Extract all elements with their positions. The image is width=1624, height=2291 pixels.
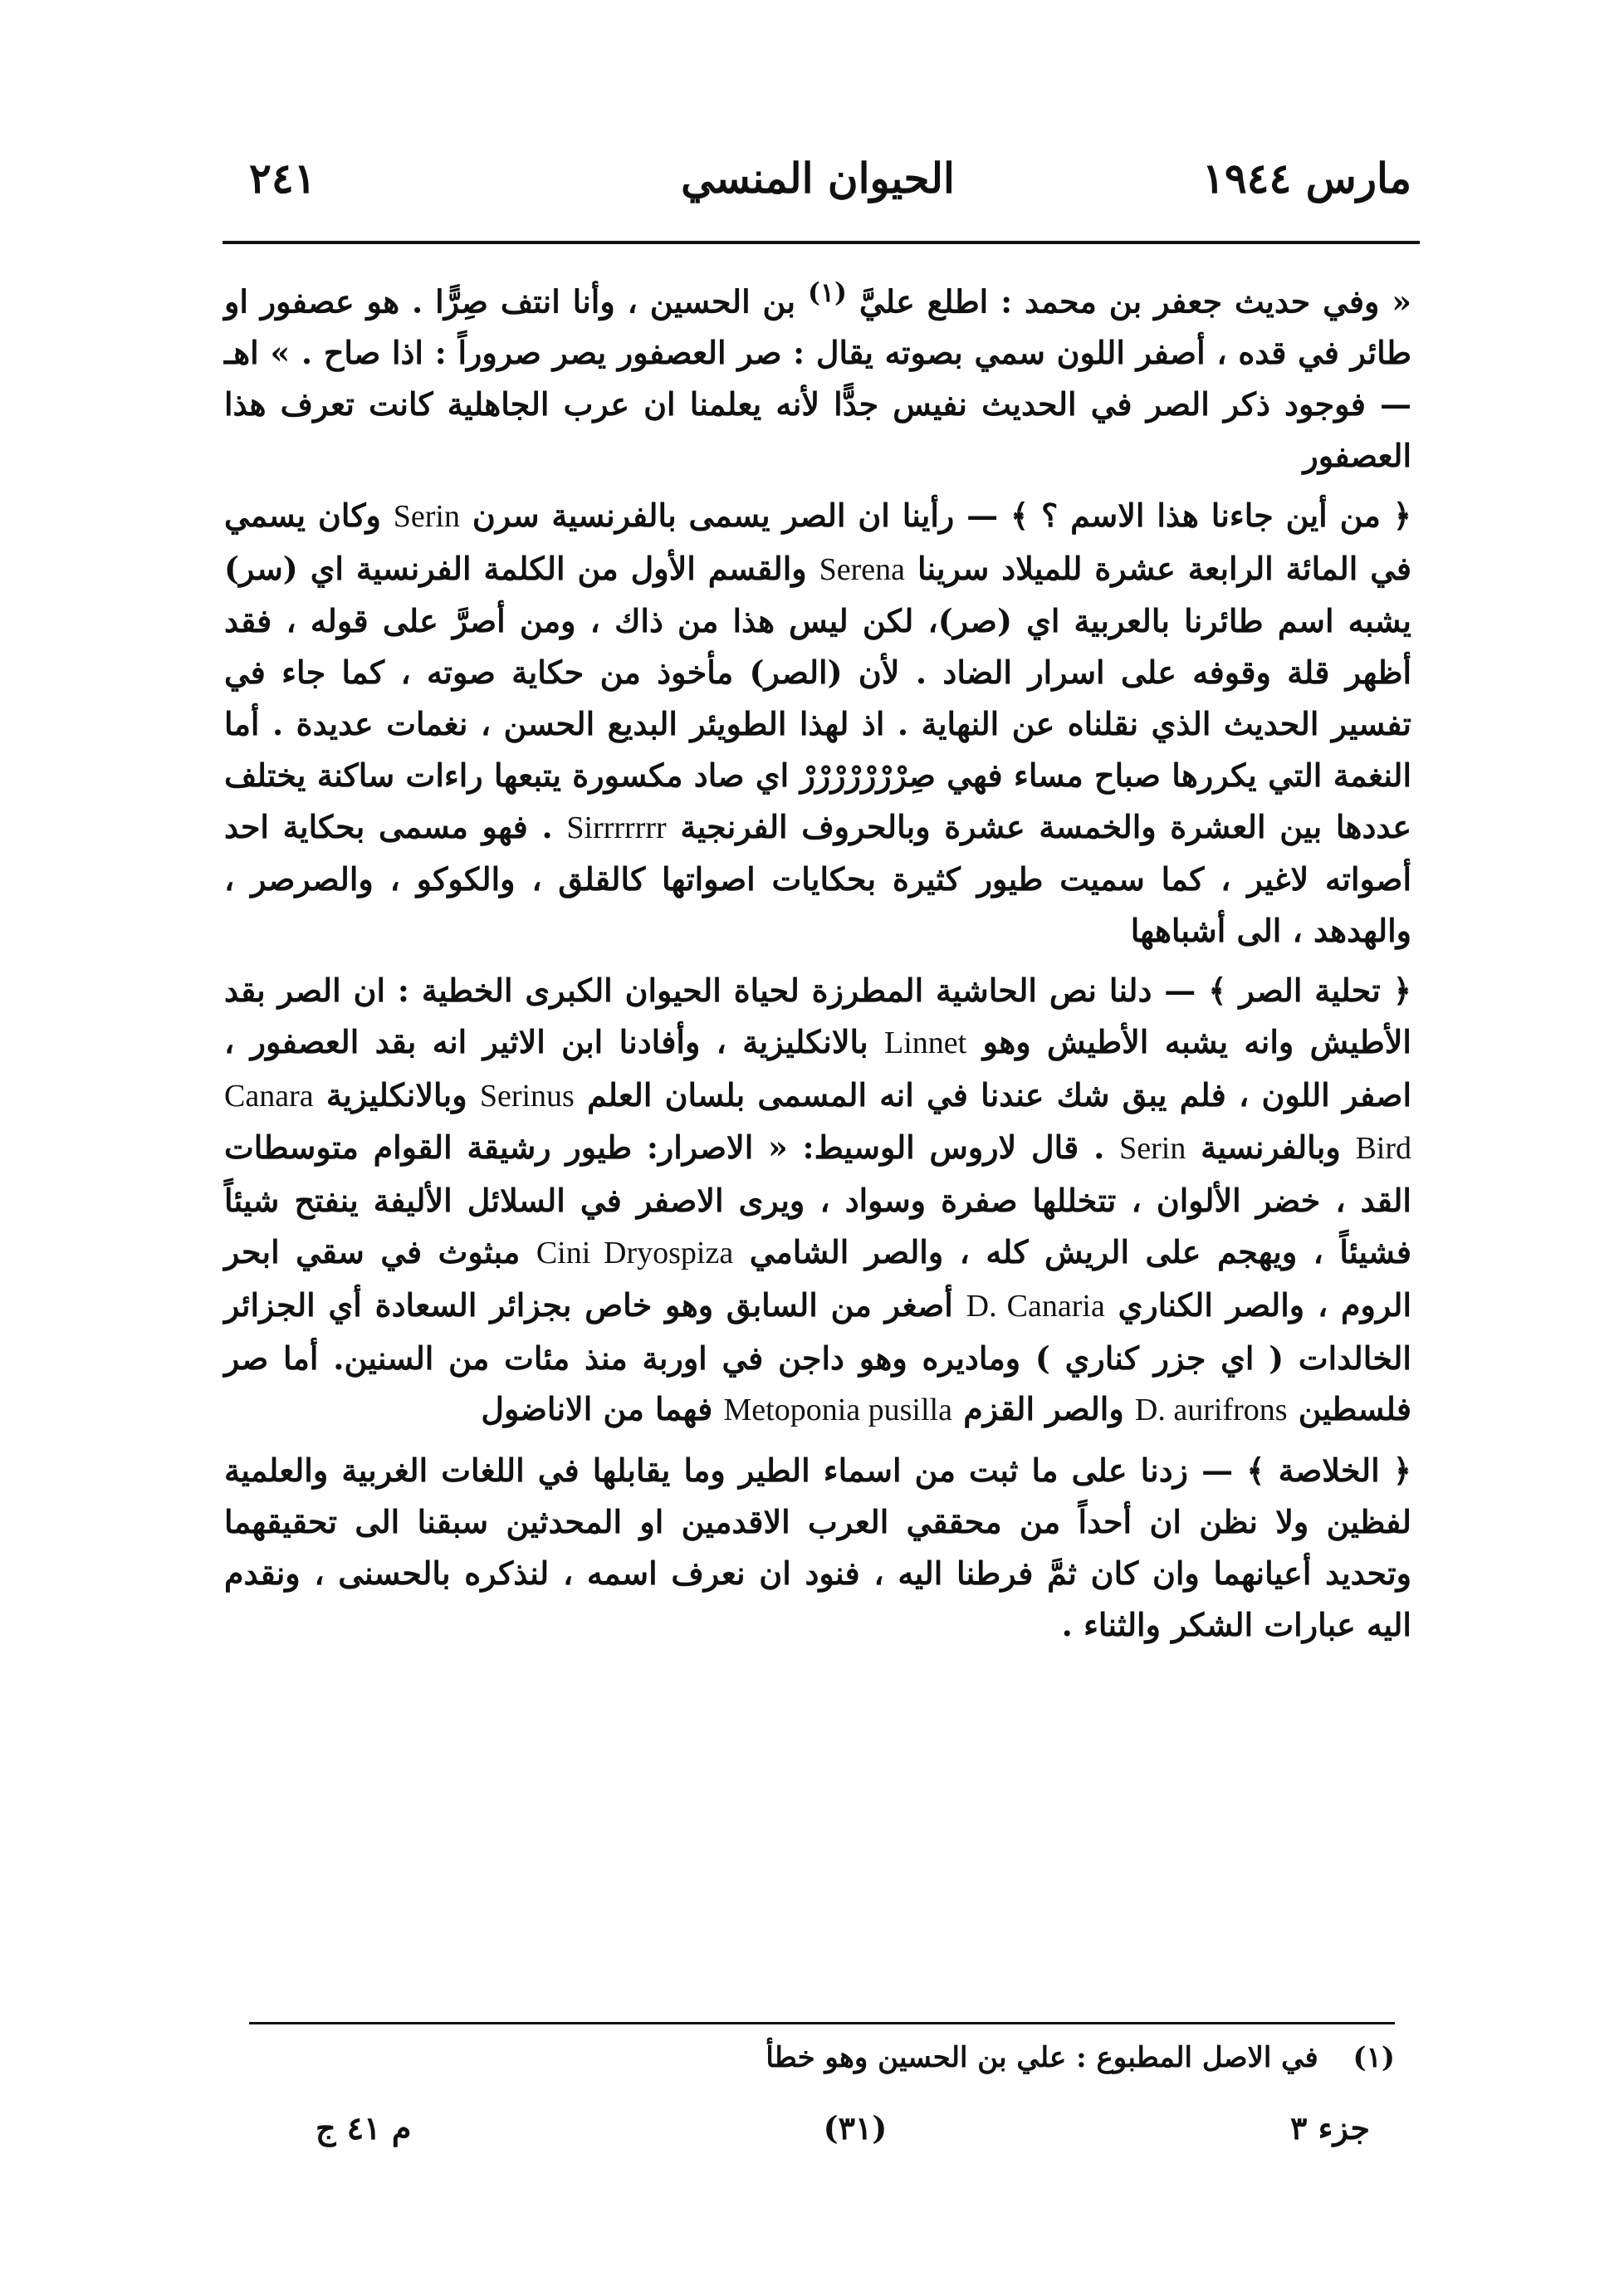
- signature-part: جزء ٣: [1290, 2109, 1370, 2147]
- latin-term: Cini Dryospiza: [536, 1236, 734, 1270]
- paragraph-conclusion: ﴿ الخلاصة ﴾ — زدنا على ما ثبت من اسماء الطير وما يقابلها في اللغات الغربية والعلمية لفظين ولا نظن ان أحداً من محققي العرب الاقدمين او المحدثين سبقنا الى تحقيقهما وتحديد أعيانهما وان كان ثمَّ فرطنا اليه ، فنود ان نعرف اسمه ، لنذكره بالحسنى ، ونقدم اليه عبارات الشكر والثناء .: [224, 1451, 1412, 1643]
- footnote-rule: [249, 2022, 1395, 2024]
- latin-term: Serinus: [479, 1078, 575, 1114]
- paragraph-description: ﴿ تحلية الصر ﴾ — دلنا نص الحاشية المطرزة لحياة الحيوان الكبرى الخطية : ان الصر بقد الأطيش وانه يشبه الأطيش وهو Linnet بالانكليزية ، وأفادنا ابن الاثير انه بقد العصفور ، اصفر اللون ، فلم يبق شك عندنا في انه المسمى بلسان العلم Serinus وبالانكليزية Canara Bird وبالفرنسية Serin . قال لاروس الوسيط: « الاصرار: طيور رشيقة القوام متوسطات القد ، خضر الألوان ، تتخللها صفرة وسواد ، ويرى الاصفر في السلائل الأليفة ينفتح شيئاً فشيئاً ، ويهجم على الريش كله ، والصر الشامي Cini Dryospiza مبثوث في سقي ابحر الروم ، والصر الكناري D. Canaria أصغر من السابق وهو خاص بجزائر السعادة أي الجزائر الخالدات ( اي جزر كناري ) وماديره وهو داجن في اوربة منذ مئات من السنين. أما صر فلسطين D. aurifrons والصر القزم Metoponia pusilla فهما من الاناضول: [224, 972, 1412, 1428]
- header-date: مارس ١٩٤٤: [1201, 154, 1411, 203]
- signature-sheet: (٣١): [823, 2109, 888, 2147]
- latin-term: Serin: [1119, 1131, 1186, 1167]
- latin-term: Metoponia pusilla: [723, 1393, 952, 1428]
- section-heading-origin: ﴿ من أين جاءنا هذا الاسم ؟ ﴾: [1010, 496, 1411, 534]
- section-heading-conclusion: ﴿ الخلاصة ﴾: [1246, 1451, 1412, 1490]
- paragraph-name-origin: ﴿ من أين جاءنا هذا الاسم ؟ ﴾ — رأينا ان الصر يسمى بالفرنسية سرن Serin وكان يسمي في المائة الرابعة عشرة للميلاد سرينا Serena والقسم الأول من الكلمة الفرنسية اي (سر) يشبه اسم طائرنا بالعربية اي (صر)، لكن ليس هذا من ذاك ، ومن أصرَّ على قوله ، فقد أظهر قلة وقوفه على اسرار الضاد . لأن (الصر) مأخوذ من حكاية صوته ، كما جاء في تفسير الحديث الذي نقلناه عن النهاية . اذ لهذا الطويئر البديع الحسن ، نغمات عديدة . أما النغمة التي يكررها صباح مساء فهي صِرْرْرْرْرْرْرْ اي صاد مكسورة يتبعها راءات ساكنة يختلف عددها بين العشرة والخمسة عشرة وبالحروف الفرنجية Sirrrrrrr . فهو مسمى بحكاية احد أصواته لاغير ، كما سميت طيور كثيرة بحكايات اصواتها كالقلق ، والكوكو ، والصرصر ، والهدهد ، الى أشباهها: [224, 496, 1412, 950]
- latin-term: Serena: [819, 551, 905, 587]
- latin-term: Canara Bird: [224, 1078, 1412, 1167]
- signature-line: [316, 2109, 1395, 2159]
- header-rule: [223, 241, 1420, 244]
- footnote-text: في الاصل المطبوع : علي بن الحسين وهو خطأ: [766, 2041, 1318, 2074]
- article-body: [224, 267, 1411, 1650]
- running-head: [224, 154, 1411, 220]
- footnote: [249, 2041, 1395, 2074]
- section-heading-description: ﴿ تحلية الصر ﴾: [1208, 972, 1411, 1010]
- latin-term: Serin: [393, 498, 460, 534]
- latin-term: D. Canaria: [966, 1288, 1105, 1324]
- footnote-reference: (١): [807, 277, 847, 308]
- footnote-mark: (١): [1353, 2041, 1395, 2074]
- header-page-number: ٢٤١: [249, 154, 316, 203]
- header-title: الحيوان المنسي: [681, 154, 955, 203]
- paragraph-hadith: « وفي حديث جعفر بن محمد : اطلع عليَّ $^{(١)}$ بن الحسين ، وأنا انتف صِرًّا . هو عصفور او طائر في قده ، أصفر اللون سمي بصوته يقال : صر العصفور يصر صروراً : اذا صاح . » اهـ — فوجود ذكر الصر في الحديث نفيس جدًّا لأنه يعلمنا ان عرب الجاهلية كانت تعرف هذا العصفور: [224, 277, 1411, 475]
- latin-term: D. aurifrons: [1134, 1393, 1288, 1428]
- signature-volume: م ٤١ ج: [316, 2109, 412, 2147]
- latin-term: Sirrrrrrr: [566, 810, 667, 845]
- latin-term: Linnet: [884, 1025, 967, 1060]
